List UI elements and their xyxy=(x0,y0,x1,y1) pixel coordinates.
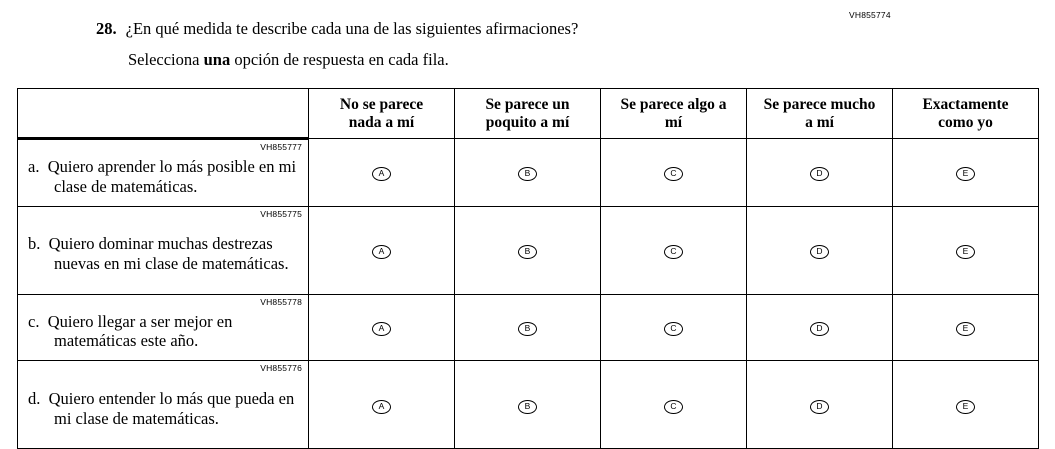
header-cell-option-5 xyxy=(893,89,1039,139)
radio-c-2[interactable] xyxy=(455,294,601,361)
radio-d-1[interactable] xyxy=(309,361,455,449)
radio-c-5[interactable] xyxy=(893,294,1039,361)
instruction-part-2: opción de respuesta en cada fila. xyxy=(230,50,449,69)
header-5-line1: Exactamente xyxy=(922,96,1009,114)
question-number: 28. xyxy=(96,19,117,38)
header-4-line1: Se parece mucho xyxy=(763,96,876,114)
radio-a-2[interactable] xyxy=(455,139,601,207)
row-text-a xyxy=(28,157,300,197)
response-matrix xyxy=(17,88,1039,449)
radio-c-3[interactable] xyxy=(601,294,747,361)
instruction-emphasis: una xyxy=(203,50,231,69)
header-1-line1: No se parece xyxy=(339,96,424,114)
bubble-label: A xyxy=(372,167,391,181)
instruction-part-1: Selecciona xyxy=(128,50,204,69)
header-3-line1: Se parece algo a xyxy=(620,96,727,114)
row-stem-d xyxy=(18,361,309,449)
bubble-label: D xyxy=(810,167,829,181)
header-row xyxy=(18,89,1039,139)
bubble-label: B xyxy=(518,167,537,181)
bubble-label: C xyxy=(664,245,683,259)
radio-b-4[interactable] xyxy=(747,206,893,294)
bubble-label: D xyxy=(810,245,829,259)
bubble-label: B xyxy=(518,400,537,414)
matrix-body xyxy=(18,139,1039,449)
radio-a-5[interactable] xyxy=(893,139,1039,207)
bubble-label: B xyxy=(518,322,537,336)
bubble-label: A xyxy=(372,322,391,336)
item-code-a: VH855777 xyxy=(260,142,302,152)
radio-a-4[interactable] xyxy=(747,139,893,207)
bubble-label: C xyxy=(664,167,683,181)
row-statement-b: Quiero dominar muchas destrezas nuevas en mi clase de matemáticas. xyxy=(48,234,289,274)
table-row xyxy=(18,139,1039,207)
bubble-label: A xyxy=(372,400,391,414)
item-code-c: VH855778 xyxy=(260,296,302,307)
bubble-label: E xyxy=(956,167,975,181)
header-2-line2: poquito a mí xyxy=(485,113,570,131)
radio-a-3[interactable] xyxy=(601,139,747,207)
header-2-line1: Se parece un xyxy=(485,96,570,114)
bubble-label: C xyxy=(664,322,683,336)
bubble-label: A xyxy=(372,245,391,259)
radio-d-3[interactable] xyxy=(601,361,747,449)
header-cell-statement xyxy=(18,89,309,139)
radio-c-1[interactable] xyxy=(309,294,455,361)
item-code-d: VH855776 xyxy=(260,363,302,374)
row-statement-d: Quiero entender lo más que pueda en mi clase de matemáticas. xyxy=(48,388,295,428)
row-stem-a xyxy=(18,139,309,207)
radio-c-4[interactable] xyxy=(747,294,893,361)
radio-b-2[interactable] xyxy=(455,206,601,294)
table-row xyxy=(18,361,1039,449)
question-instruction xyxy=(128,50,449,70)
row-letter-c: c. xyxy=(28,311,40,331)
radio-d-2[interactable] xyxy=(455,361,601,449)
row-text-c xyxy=(28,312,300,352)
row-statement-a: Quiero aprender lo más posible en mi clase de matemáticas. xyxy=(47,157,297,196)
header-3-line2: mí xyxy=(664,113,683,131)
question-prompt xyxy=(96,19,578,39)
page-item-code: VH855774 xyxy=(849,10,891,20)
radio-d-4[interactable] xyxy=(747,361,893,449)
bubble-label: E xyxy=(956,400,975,414)
row-letter-a: a. xyxy=(28,157,40,176)
radio-b-5[interactable] xyxy=(893,206,1039,294)
radio-b-1[interactable] xyxy=(309,206,455,294)
row-statement-c: Quiero llegar a ser mejor en matemáticas este año. xyxy=(47,311,233,351)
bubble-label: D xyxy=(810,400,829,414)
matrix-header xyxy=(18,89,1039,139)
header-1-line2: nada a mí xyxy=(348,113,415,131)
bubble-label: D xyxy=(810,322,829,336)
row-letter-d: d. xyxy=(28,388,41,408)
header-cell-option-1 xyxy=(309,89,455,139)
header-cell-option-3 xyxy=(601,89,747,139)
bubble-label: B xyxy=(518,245,537,259)
row-text-b xyxy=(28,234,300,274)
header-cell-option-2 xyxy=(455,89,601,139)
row-letter-b: b. xyxy=(28,234,41,254)
table-row xyxy=(18,206,1039,294)
bubble-label: E xyxy=(956,245,975,259)
row-stem-c xyxy=(18,294,309,361)
item-code-b: VH855775 xyxy=(260,208,302,219)
question-text: ¿En qué medida te describe cada una de las siguientes afirmaciones? xyxy=(125,19,579,38)
header-cell-option-4 xyxy=(747,89,893,139)
header-4-line2: a mí xyxy=(805,113,834,131)
bubble-label: C xyxy=(664,400,683,414)
header-5-line2: como yo xyxy=(938,113,993,131)
table-row xyxy=(18,294,1039,361)
bubble-label: E xyxy=(956,322,975,336)
radio-d-5[interactable] xyxy=(893,361,1039,449)
radio-b-3[interactable] xyxy=(601,206,747,294)
row-text-d xyxy=(28,389,300,429)
radio-a-1[interactable] xyxy=(309,139,455,207)
row-stem-b xyxy=(18,206,309,294)
